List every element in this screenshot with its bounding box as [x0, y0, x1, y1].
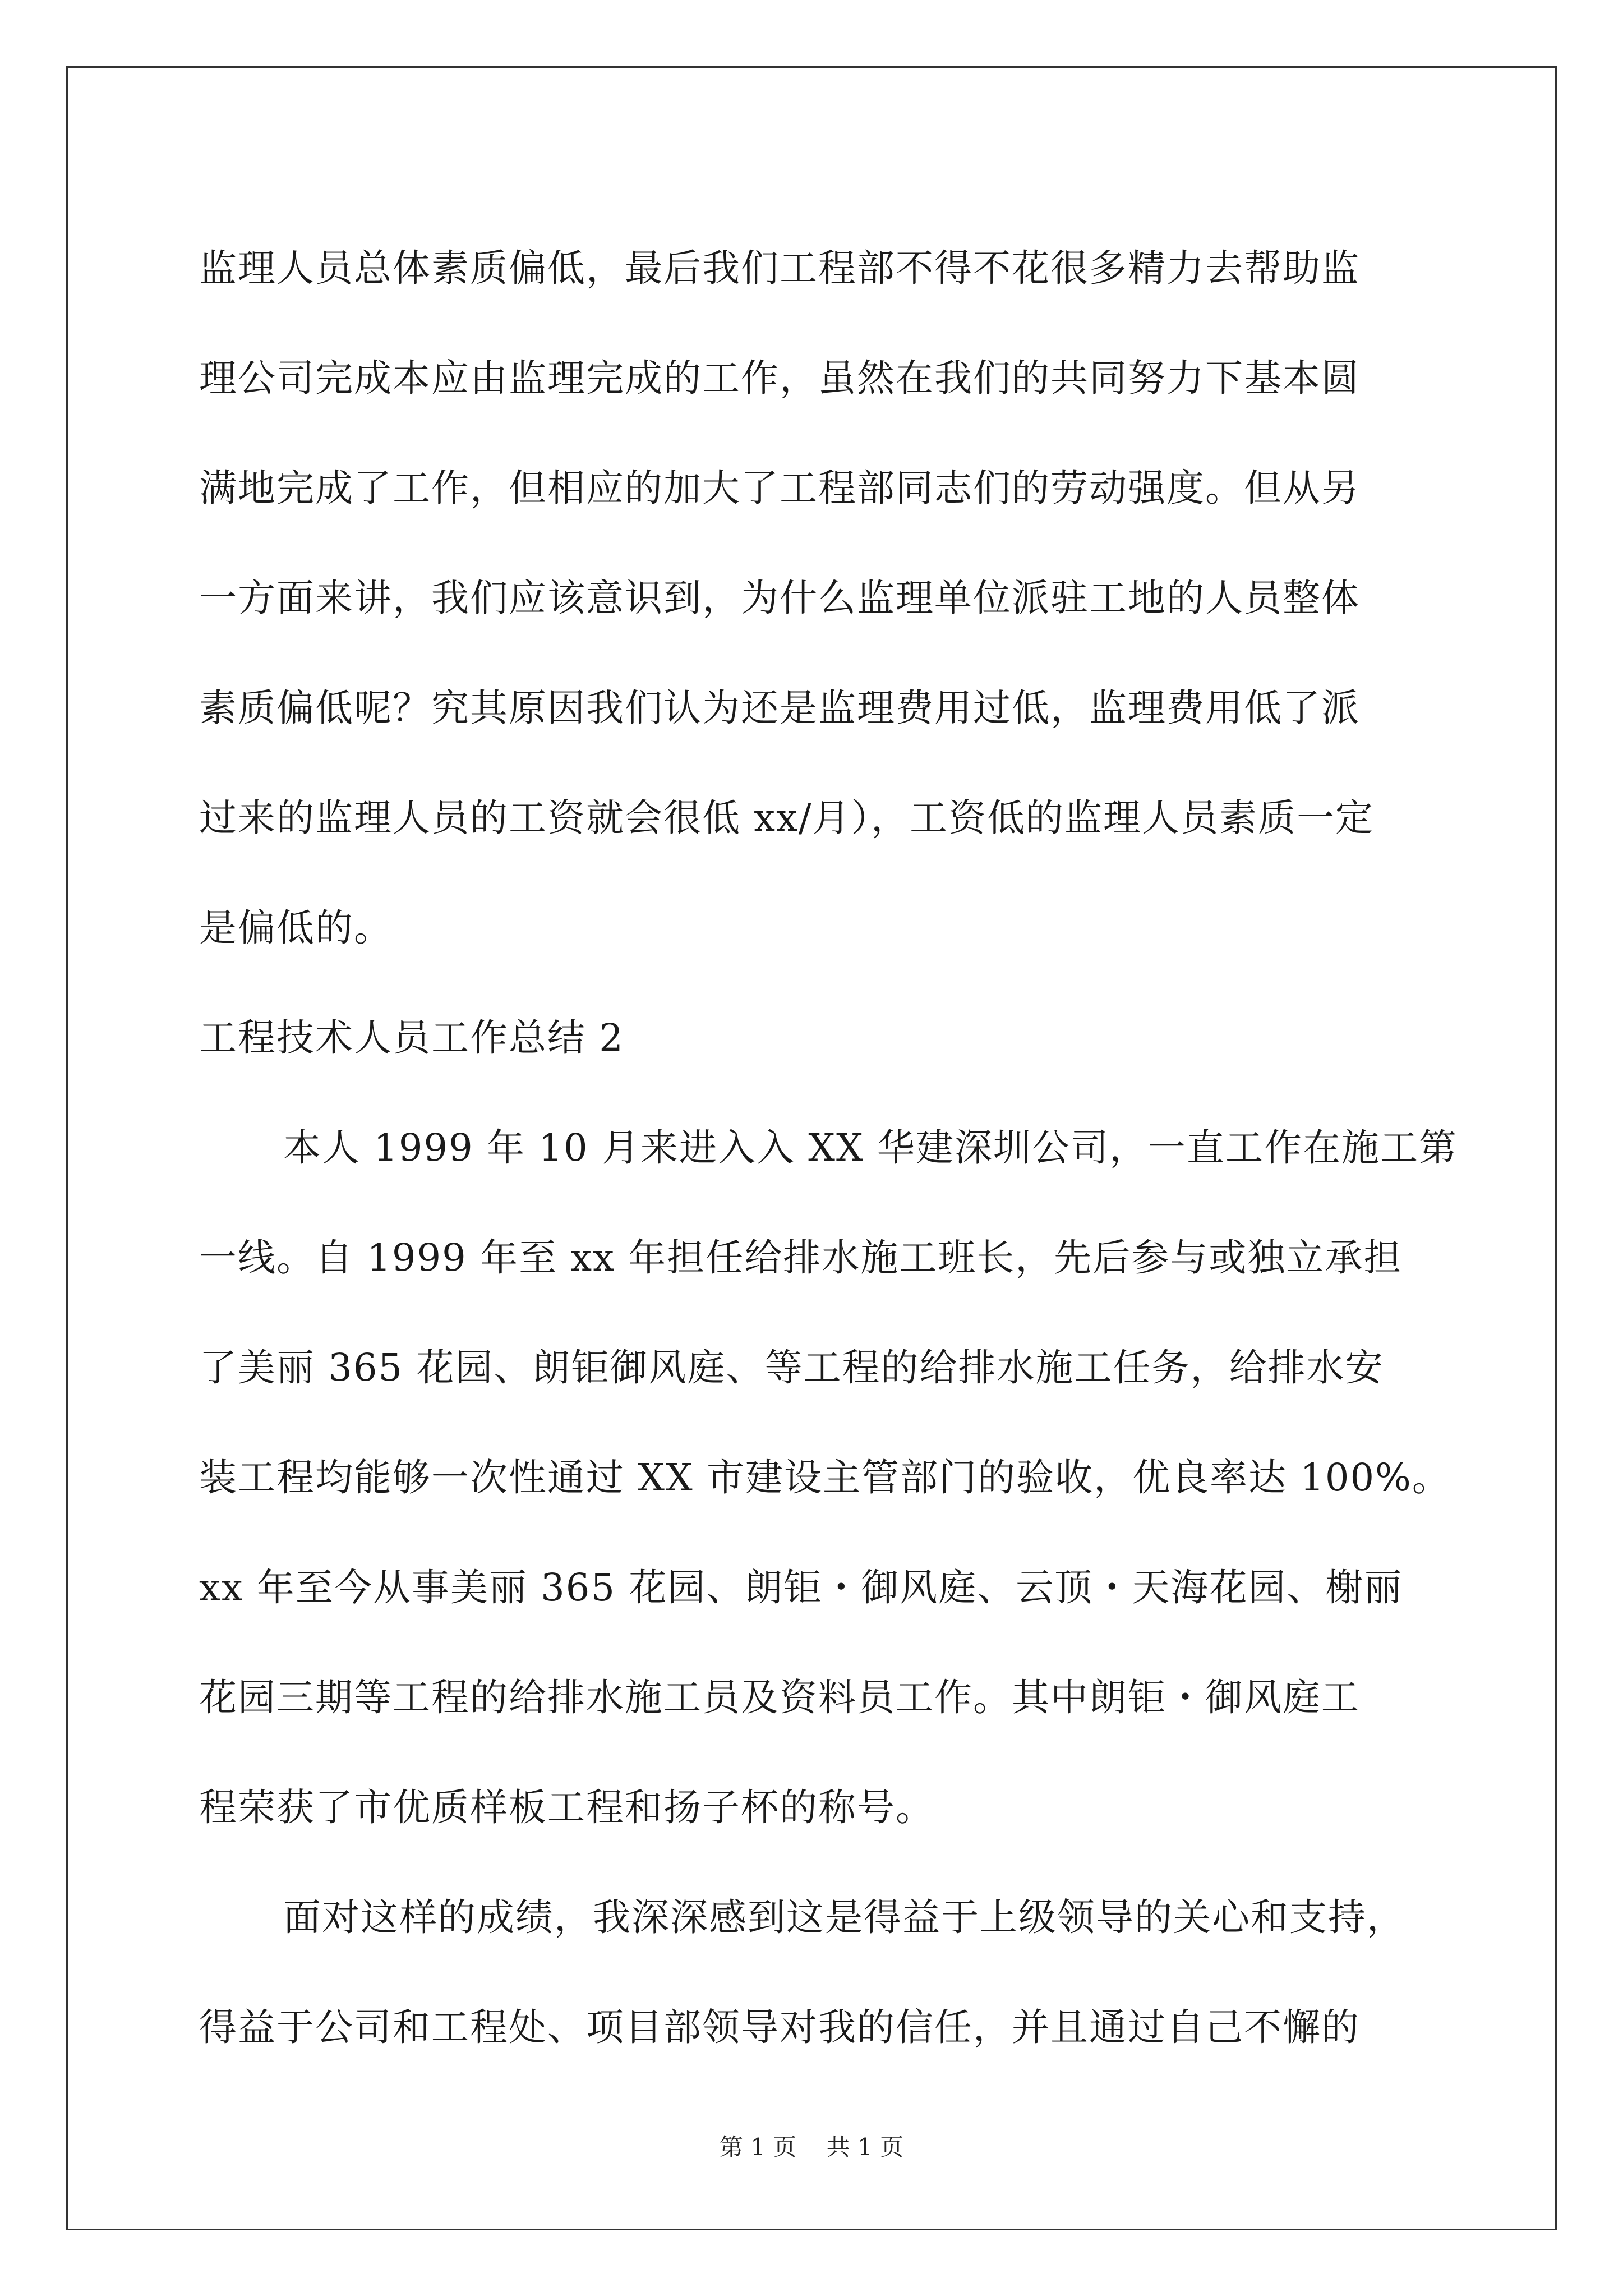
text-line: 理公司完成本应由监理完成的工作，虽然在我们的共同努力下基本圆	[199, 356, 1360, 400]
section-heading: 工程技术人员工作总结 2	[199, 1016, 624, 1060]
text-line: 一线。自 1999 年至 xx 年担任给排水施工班长，先后参与或独立承担	[199, 1236, 1403, 1280]
text-line: 程荣获了市优质样板工程和扬子杯的称号。	[199, 1786, 934, 1829]
text-line: 花园三期等工程的给排水施工员及资料员工作。其中朗钜・御风庭工	[199, 1676, 1360, 1719]
text-line: 满地完成了工作，但相应的加大了工程部同志们的劳动强度。但从另	[199, 466, 1360, 510]
text-line: 了美丽 365 花园、朗钜御风庭、等工程的给排水施工任务，给排水安	[199, 1346, 1384, 1389]
page-footer: 第 1 页 共 1 页	[719, 2133, 904, 2161]
text-line: 装工程均能够一次性通过 XX 市建设主管部门的验收，优良率达 100%。	[199, 1456, 1451, 1499]
text-line: 过来的监理人员的工资就会很低 xx/月），工资低的监理人员素质一定	[199, 796, 1374, 840]
text-line: 一方面来讲，我们应该意识到，为什么监理单位派驻工地的人员整体	[199, 576, 1360, 620]
text-line: xx 年至今从事美丽 365 花园、朗钜・御风庭、云顶・天海花园、榭丽	[199, 1566, 1403, 1609]
text-line: 面对这样的成绩，我深深感到这是得益于上级领导的关心和支持，	[283, 1895, 1405, 1939]
text-line: 监理人员总体素质偏低，最后我们工程部不得不花很多精力去帮助监	[199, 246, 1360, 290]
text-line: 得益于公司和工程处、项目部领导对我的信任，并且通过自己不懈的	[199, 2005, 1360, 2049]
text-line: 本人 1999 年 10 月来进入入 XX 华建深圳公司，一直工作在施工第	[283, 1126, 1458, 1170]
text-line: 素质偏低呢？究其原因我们认为还是监理费用过低，监理费用低了派	[199, 686, 1360, 730]
text-line: 是偏低的。	[199, 906, 393, 950]
document-body	[199, 213, 1458, 2082]
